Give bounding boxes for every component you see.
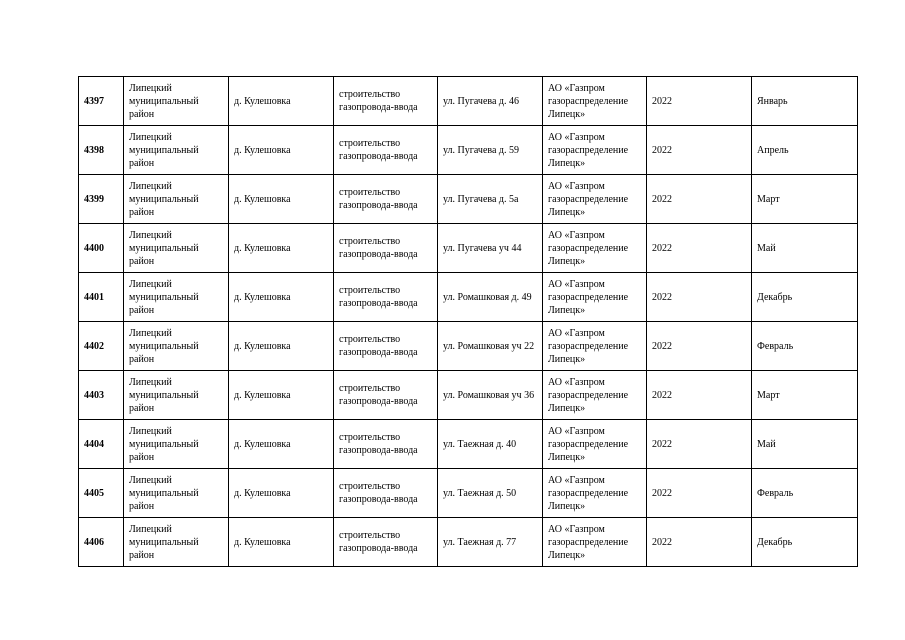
row-number: [79, 469, 124, 518]
company-cell: [543, 469, 647, 518]
address-cell-text: ул. Пугачева д. 59: [443, 144, 519, 156]
address-cell: [438, 126, 543, 175]
year-cell-text: 2022: [652, 193, 672, 205]
address-cell: [438, 224, 543, 273]
year-cell-text: 2022: [652, 389, 672, 401]
address-cell: [438, 420, 543, 469]
gas-connection-table: [78, 76, 858, 567]
district-cell: [124, 175, 229, 224]
company-cell: [543, 273, 647, 322]
year-cell-text: 2022: [652, 95, 672, 107]
address-cell: [438, 77, 543, 126]
address-cell-text: ул. Таежная д. 77: [443, 536, 517, 548]
village-cell-text: д. Кулешовка: [234, 242, 291, 254]
table-row: [79, 273, 858, 322]
company-cell-text: АО «Газпром газораспределение Липецк»: [548, 82, 629, 120]
year-cell-text: 2022: [652, 144, 672, 156]
row-number-text: 4400: [84, 242, 104, 254]
district-cell: [124, 273, 229, 322]
row-number: [79, 77, 124, 126]
year-cell: [647, 175, 752, 224]
village-cell: [229, 371, 334, 420]
month-cell-text: Апрель: [757, 144, 789, 156]
village-cell-text: д. Кулешовка: [234, 144, 291, 156]
year-cell: [647, 273, 752, 322]
row-number: [79, 420, 124, 469]
district-cell: [124, 126, 229, 175]
table-row: [79, 420, 858, 469]
company-cell: [543, 371, 647, 420]
work-type-cell: [334, 77, 438, 126]
district-cell-text: Липецкий муниципальный район: [129, 180, 199, 218]
address-cell: [438, 273, 543, 322]
address-cell-text: ул. Таежная д. 50: [443, 487, 517, 499]
month-cell: [752, 518, 858, 567]
month-cell-text: Декабрь: [757, 291, 793, 303]
company-cell-text: АО «Газпром газораспределение Липецк»: [548, 180, 629, 218]
row-number: [79, 371, 124, 420]
row-number-text: 4406: [84, 536, 104, 548]
month-cell-text: Май: [757, 438, 776, 450]
row-number-text: 4404: [84, 438, 104, 450]
year-cell-text: 2022: [652, 291, 672, 303]
district-cell-text: Липецкий муниципальный район: [129, 278, 199, 316]
company-cell: [543, 420, 647, 469]
village-cell-text: д. Кулешовка: [234, 193, 291, 205]
year-cell-text: 2022: [652, 536, 672, 548]
row-number-text: 4397: [84, 95, 104, 107]
year-cell: [647, 77, 752, 126]
village-cell-text: д. Кулешовка: [234, 95, 291, 107]
year-cell-text: 2022: [652, 340, 672, 352]
year-cell: [647, 126, 752, 175]
month-cell-text: Февраль: [757, 340, 794, 352]
address-cell: [438, 469, 543, 518]
row-number: [79, 322, 124, 371]
district-cell-text: Липецкий муниципальный район: [129, 474, 199, 512]
village-cell-text: д. Кулешовка: [234, 291, 291, 303]
company-cell: [543, 518, 647, 567]
address-cell-text: ул. Таежная д. 40: [443, 438, 517, 450]
table-row: [79, 469, 858, 518]
month-cell: [752, 420, 858, 469]
district-cell: [124, 77, 229, 126]
company-cell-text: АО «Газпром газораспределение Липецк»: [548, 425, 629, 463]
work-type-cell: [334, 420, 438, 469]
village-cell: [229, 175, 334, 224]
address-cell: [438, 518, 543, 567]
month-cell-text: Декабрь: [757, 536, 793, 548]
year-cell: [647, 322, 752, 371]
address-cell: [438, 371, 543, 420]
village-cell-text: д. Кулешовка: [234, 536, 291, 548]
work-type-cell-text: строительство газопровода-ввода: [339, 236, 418, 260]
month-cell: [752, 469, 858, 518]
work-type-cell-text: строительство газопровода-ввода: [339, 432, 418, 456]
work-type-cell-text: строительство газопровода-ввода: [339, 89, 418, 113]
company-cell: [543, 126, 647, 175]
row-number-text: 4398: [84, 144, 104, 156]
village-cell-text: д. Кулешовка: [234, 340, 291, 352]
work-type-cell-text: строительство газопровода-ввода: [339, 383, 418, 407]
district-cell-text: Липецкий муниципальный район: [129, 425, 199, 463]
company-cell: [543, 175, 647, 224]
month-cell-text: Март: [757, 389, 780, 401]
work-type-cell-text: строительство газопровода-ввода: [339, 481, 418, 505]
address-cell-text: ул. Ромашковая уч 36: [443, 389, 535, 401]
address-cell-text: ул. Ромашковая д. 49: [443, 291, 532, 303]
year-cell: [647, 224, 752, 273]
address-cell-text: ул. Пугачева д. 46: [443, 95, 519, 107]
table-row: [79, 175, 858, 224]
village-cell: [229, 420, 334, 469]
address-cell-text: ул. Ромашковая уч 22: [443, 340, 535, 352]
table-body: [79, 77, 858, 567]
village-cell: [229, 224, 334, 273]
district-cell-text: Липецкий муниципальный район: [129, 376, 199, 414]
work-type-cell: [334, 518, 438, 567]
table-row: [79, 371, 858, 420]
year-cell: [647, 518, 752, 567]
table-row: [79, 126, 858, 175]
village-cell: [229, 126, 334, 175]
row-number: [79, 224, 124, 273]
year-cell: [647, 371, 752, 420]
table-row: [79, 77, 858, 126]
district-cell: [124, 518, 229, 567]
address-cell-text: ул. Пугачева д. 5а: [443, 193, 519, 205]
district-cell: [124, 322, 229, 371]
month-cell: [752, 273, 858, 322]
month-cell-text: Март: [757, 193, 780, 205]
month-cell: [752, 371, 858, 420]
company-cell: [543, 224, 647, 273]
table-row: [79, 518, 858, 567]
month-cell-text: Февраль: [757, 487, 794, 499]
district-cell: [124, 224, 229, 273]
district-cell: [124, 371, 229, 420]
row-number: [79, 175, 124, 224]
village-cell-text: д. Кулешовка: [234, 438, 291, 450]
company-cell-text: АО «Газпром газораспределение Липецк»: [548, 131, 629, 169]
year-cell-text: 2022: [652, 438, 672, 450]
month-cell-text: Май: [757, 242, 776, 254]
company-cell: [543, 322, 647, 371]
work-type-cell-text: строительство газопровода-ввода: [339, 530, 418, 554]
company-cell-text: АО «Газпром газораспределение Липецк»: [548, 229, 629, 267]
district-cell-text: Липецкий муниципальный район: [129, 82, 199, 120]
row-number-text: 4405: [84, 487, 104, 499]
village-cell: [229, 273, 334, 322]
address-cell: [438, 175, 543, 224]
table-row: [79, 322, 858, 371]
village-cell: [229, 469, 334, 518]
work-type-cell: [334, 175, 438, 224]
work-type-cell-text: строительство газопровода-ввода: [339, 285, 418, 309]
month-cell: [752, 322, 858, 371]
work-type-cell-text: строительство газопровода-ввода: [339, 334, 418, 358]
district-cell-text: Липецкий муниципальный район: [129, 523, 199, 561]
work-type-cell-text: строительство газопровода-ввода: [339, 187, 418, 211]
address-cell: [438, 322, 543, 371]
row-number: [79, 518, 124, 567]
village-cell: [229, 77, 334, 126]
company-cell-text: АО «Газпром газораспределение Липецк»: [548, 474, 629, 512]
company-cell-text: АО «Газпром газораспределение Липецк»: [548, 523, 629, 561]
row-number-text: 4402: [84, 340, 104, 352]
district-cell-text: Липецкий муниципальный район: [129, 327, 199, 365]
district-cell: [124, 469, 229, 518]
company-cell: [543, 77, 647, 126]
year-cell-text: 2022: [652, 242, 672, 254]
work-type-cell: [334, 322, 438, 371]
table-row: [79, 224, 858, 273]
month-cell: [752, 77, 858, 126]
work-type-cell: [334, 371, 438, 420]
month-cell: [752, 175, 858, 224]
row-number-text: 4401: [84, 291, 104, 303]
month-cell-text: Январь: [757, 95, 788, 107]
month-cell: [752, 126, 858, 175]
work-type-cell: [334, 224, 438, 273]
year-cell-text: 2022: [652, 487, 672, 499]
work-type-cell: [334, 273, 438, 322]
row-number-text: 4399: [84, 193, 104, 205]
row-number: [79, 126, 124, 175]
year-cell: [647, 420, 752, 469]
year-cell: [647, 469, 752, 518]
district-cell-text: Липецкий муниципальный район: [129, 229, 199, 267]
village-cell: [229, 322, 334, 371]
company-cell-text: АО «Газпром газораспределение Липецк»: [548, 278, 629, 316]
company-cell-text: АО «Газпром газораспределение Липецк»: [548, 327, 629, 365]
row-number: [79, 273, 124, 322]
company-cell-text: АО «Газпром газораспределение Липецк»: [548, 376, 629, 414]
row-number-text: 4403: [84, 389, 104, 401]
work-type-cell-text: строительство газопровода-ввода: [339, 138, 418, 162]
month-cell: [752, 224, 858, 273]
address-cell-text: ул. Пугачева уч 44: [443, 242, 522, 254]
village-cell: [229, 518, 334, 567]
district-cell: [124, 420, 229, 469]
district-cell-text: Липецкий муниципальный район: [129, 131, 199, 169]
work-type-cell: [334, 126, 438, 175]
work-type-cell: [334, 469, 438, 518]
village-cell-text: д. Кулешовка: [234, 389, 291, 401]
village-cell-text: д. Кулешовка: [234, 487, 291, 499]
